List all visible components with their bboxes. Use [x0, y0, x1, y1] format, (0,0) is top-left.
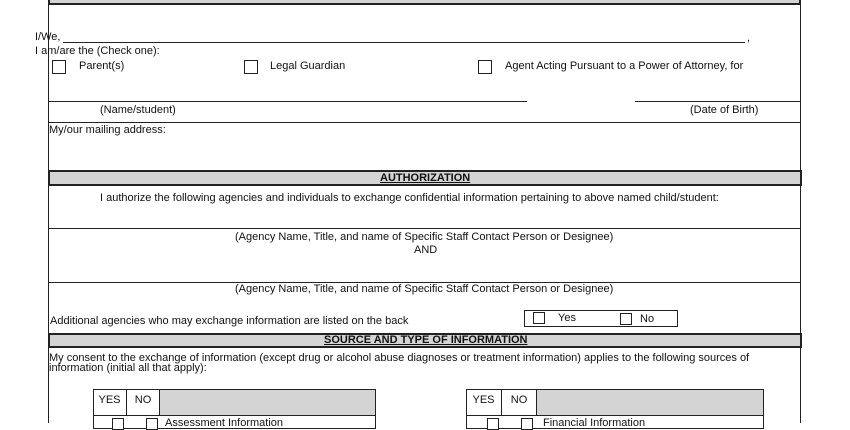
left-yes-header: YES [93, 389, 127, 415]
yes-no-box [524, 310, 678, 327]
check-prompt: I am/are the (Check one): [35, 45, 160, 57]
agency-1-field[interactable] [49, 207, 799, 227]
left-no-checkbox-1[interactable] [146, 418, 158, 430]
consent-text-line-2: information (initial all that apply): [49, 362, 207, 374]
additional-no-label: No [640, 313, 655, 325]
legal-guardian-label: Legal Guardian [270, 60, 346, 72]
right-no-header: NO [502, 389, 537, 415]
and-label: AND [414, 244, 438, 256]
right-yes-checkbox-1[interactable] [487, 418, 499, 430]
we-name-field[interactable] [63, 42, 745, 43]
student-name-label: (Name/student) [100, 104, 176, 116]
dob-field[interactable] [635, 101, 800, 102]
left-item-1: Assessment Information [165, 417, 283, 429]
address-label: My/our mailing address: [49, 124, 166, 136]
address-divider [48, 122, 800, 123]
left-yes-checkbox-1[interactable] [112, 418, 124, 430]
right-header-fill [537, 390, 763, 415]
agency-1-label: (Agency Name, Title, and name of Specific Staff Contact Person or Designee) [235, 231, 614, 243]
source-heading: SOURCE AND TYPE OF INFORMATION [324, 334, 528, 346]
consent-text-line-1: My consent to the exchange of information (except drug or alcohol abuse diagnoses or treatment information) applies to the following sources of [49, 352, 750, 364]
left-header-fill [160, 390, 375, 415]
we-label: I/We, [35, 31, 61, 43]
additional-agencies-text: Additional agencies who may exchange information are listed on the back [50, 315, 409, 327]
authorization-heading: AUTHORIZATION [380, 172, 471, 184]
right-no-checkbox-1[interactable] [521, 418, 533, 430]
parents-checkbox[interactable] [52, 60, 66, 74]
right-border [800, 5, 801, 423]
student-name-field[interactable] [49, 101, 527, 102]
authorization-statement: I authorize the following agencies and individuals to exchange confidential information pertaining to above named child/student: [100, 192, 719, 204]
address-field[interactable] [49, 138, 799, 168]
agent-poa-checkbox[interactable] [478, 60, 492, 74]
right-item-1: Financial Information [543, 417, 646, 429]
right-yes-header: YES [466, 389, 502, 415]
agency-1-line [48, 228, 800, 229]
additional-yes-label: Yes [558, 312, 576, 324]
parents-label: Parent(s) [79, 60, 125, 72]
additional-yes-checkbox[interactable] [533, 312, 545, 324]
dob-label: (Date of Birth) [690, 104, 759, 116]
right-header-rule [466, 415, 764, 416]
left-no-header: NO [127, 389, 160, 415]
agent-poa-label: Agent Acting Pursuant to a Power of Attorney, for [505, 60, 744, 72]
agency-2-field[interactable] [49, 259, 799, 281]
left-header-rule [93, 415, 376, 416]
agency-2-label: (Agency Name, Title, and name of Specific Staff Contact Person or Designee) [235, 283, 614, 295]
legal-guardian-checkbox[interactable] [244, 60, 258, 74]
additional-no-checkbox[interactable] [620, 313, 632, 325]
top-section-bar [48, 0, 801, 5]
comma: , [747, 32, 751, 44]
